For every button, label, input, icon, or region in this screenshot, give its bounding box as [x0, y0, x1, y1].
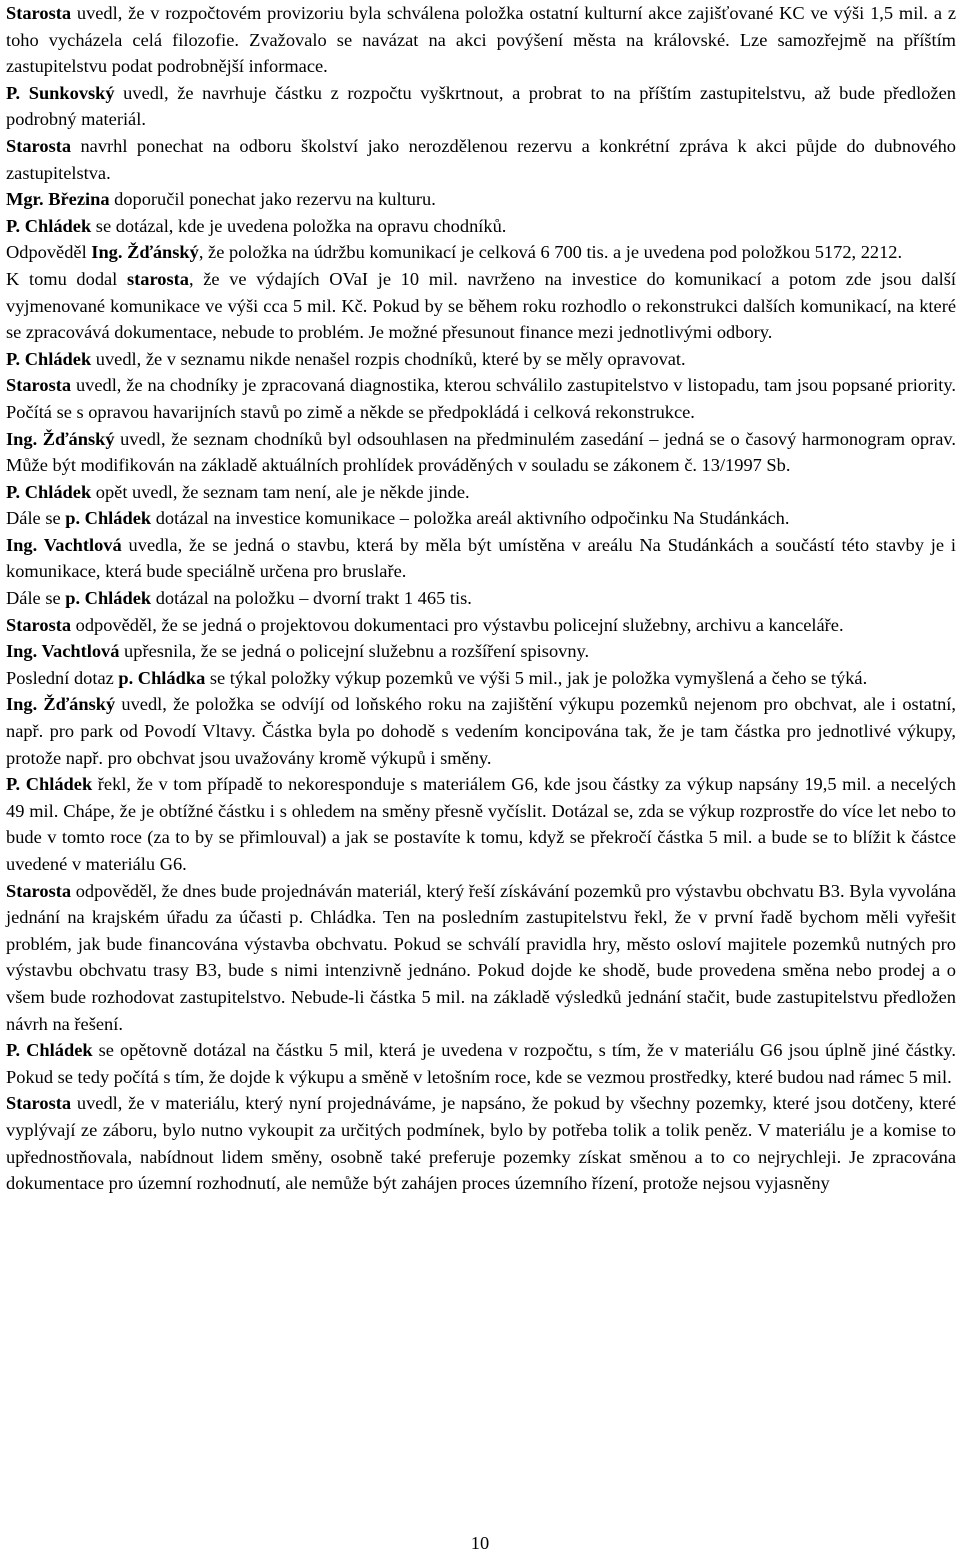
paragraph-text: opět uvedl, že seznam tam není, ale je někde jinde. — [91, 481, 470, 502]
speaker-name: Starosta — [6, 3, 72, 23]
speaker-name: P. Chládek — [6, 481, 92, 502]
speaker-name: P. Sunkovský — [6, 82, 115, 103]
paragraph-text: upřesnila, že se jedná o policejní služebnu a rozšíření spisovny. — [119, 641, 590, 662]
speaker-name: p. Chládek — [65, 588, 152, 609]
paragraph — [6, 638, 956, 665]
speaker-name: P. Chládek — [6, 348, 92, 369]
paragraph-text: doporučil ponechat jako rezervu na kulturu. — [109, 189, 436, 210]
speaker-name: Starosta — [6, 1093, 72, 1114]
paragraph-prefix: Dále se — [6, 588, 66, 609]
speaker-name: p. Chládka — [118, 667, 206, 688]
paragraph — [6, 0, 956, 80]
paragraph — [6, 612, 956, 639]
speaker-name: Starosta — [6, 880, 72, 901]
speaker-name: P. Chládek — [6, 1040, 93, 1061]
paragraph — [6, 372, 956, 425]
paragraph — [6, 505, 956, 532]
paragraph-text: se týkal položky výkup pozemků ve výši 5 mil., jak je položka vymyšlená a čeho se týká. — [205, 667, 868, 688]
paragraph-text: dotázal na položku – dvorní trakt 1 465 tis. — [151, 588, 472, 609]
paragraph-text: dotázal na investice komunikace – položka areál aktivního odpočinku Na Studánkách. — [151, 508, 790, 529]
paragraph-text: řekl, že v tom případě to nekoresponduje s materiálem G6, kde jsou částky za výkup napsány 19,5 mil. a necelých 49 mil. Chápe, že je obtížné částku i s ohledem na směny přesně vyčíslit. Dotázal se, zda se výkup rozprostře do více let nebo to bude v tomto roce (za to by se přimlouval) a jak se postavíte k tomu, když se překročí částka 5 mil. a bude se to blížit k částce uvedené v materiálu G6. — [6, 774, 956, 874]
paragraph-text: uvedl, že navrhuje částku z rozpočtu vyškrtnout, a probrat to na příštím zastupitelstvu, až bude předložen podrobný materiál. — [6, 82, 956, 130]
paragraph-text: se dotázal, kde je uvedena položka na opravu chodníků. — [91, 215, 507, 236]
paragraph-prefix: Poslední dotaz — [6, 667, 119, 688]
paragraph — [6, 585, 956, 612]
paragraph — [6, 479, 956, 506]
speaker-name: Starosta — [6, 135, 72, 156]
paragraph-prefix: Odpověděl — [6, 242, 92, 263]
paragraph-text: navrhl ponechat na odboru školství jako nerozdělenou rezervu a konkrétní zpráva k akci půjde do dubnového zastupitelstva. — [6, 135, 956, 183]
paragraph — [6, 1037, 956, 1090]
paragraph — [6, 1090, 956, 1196]
paragraph-text: uvedla, že se jedná o stavbu, která by měla být umístěna v areálu Na Studánkách a součástí této stavby je i komunikace, která bude speciálně určena pro bruslaře. — [6, 534, 956, 582]
speaker-name: P. Chládek — [6, 215, 92, 236]
paragraph — [6, 346, 956, 373]
speaker-name: Ing. Žďánský — [6, 694, 116, 715]
paragraph-text: , že položka na údržbu komunikací je celková 6 700 tis. a je uvedena pod položkou 5172, 2212. — [198, 242, 903, 263]
paragraph-prefix: K tomu dodal — [6, 268, 127, 289]
document-page — [6, 0, 956, 1197]
paragraph-text: uvedl, že v seznamu nikde nenašel rozpis chodníků, které by se měly opravovat. — [91, 348, 686, 369]
paragraph — [6, 426, 956, 479]
paragraph-text: odpověděl, že dnes bude projednáván materiál, který řeší získávání pozemků pro výstavbu obchvatu B3. Byla vyvolána jednání na krajském úřadu za účasti p. Chládka. Ten na posledním zastupitelstvu řekl, že v první řadě bychom měli vyřešit problém, jak bude financována výstavba obchvatu. Pokud se schválí pravidla hry, město osloví majitele pozemků nutných pro výstavbu obchvatu trasy B3, bude s nimi intenzivně jednáno. Pokud dojde ke shodě, bude provedena směna nebo prodej a o všem bude rozhodovat zastupitelstvo. Nebude-li částka 5 mil. na základě výsledků jednání stačit, bude zastupitelstvu předložen návrh na řešení. — [6, 880, 956, 1034]
speaker-name: p. Chládek — [65, 508, 152, 529]
paragraph — [6, 665, 956, 692]
paragraph — [6, 532, 956, 585]
paragraph-text: uvedl, že seznam chodníků byl odsouhlasen na předminulém zasedání – jedná se o časový harmonogram oprav. Může být modifikován na základě aktuálních prohlídek prováděných v souladu se zákonem č. 13/1997 Sb. — [6, 428, 956, 476]
paragraph — [6, 133, 956, 186]
speaker-name: Starosta — [6, 614, 72, 635]
paragraph — [6, 186, 956, 213]
speaker-name: Ing. Vachtlová — [6, 641, 120, 662]
speaker-name: Ing. Žďánský — [91, 242, 199, 263]
paragraph-text: uvedl, že v materiálu, který nyní projednáváme, je napsáno, že pokud by všechny pozemky, které jsou dotčeny, které vyplývají ze záboru, bylo nutno vykoupit za určitých podmínek, bylo by potřeba tolik a tolik peněz. V materiálu je a komise to upřednostňovala, nabídnout lidem směny, osobně také preferuje pozemky získat směnou a to co nejrychleji. Je zpracována dokumentace pro územní rozhodnutí, ale nemůže být zahájen proces územního řízení, protože nejsou vyjasněny — [6, 1093, 956, 1194]
speaker-name: starosta — [126, 268, 189, 289]
paragraph-text: se opětovně dotázal na částku 5 mil, která je uvedena v rozpočtu, s tím, že v materiálu G6 jsou úplně jiné částky. Pokud se tedy počítá s tím, že dojde k výkupu a směně v letošním roce, kde se vezmou prostředky, které budou nad rámec 5 mil. — [6, 1040, 956, 1087]
speaker-name: P. Chládek — [6, 774, 93, 795]
paragraph — [6, 878, 956, 1038]
speaker-name: Mgr. Březina — [6, 189, 110, 210]
paragraph-text: uvedl, že v rozpočtovém provizoriu byla schválena položka ostatní kulturní akce zajišťované KC ve výši 1,5 mil. a z toho vycházela celá filozofie. Zvažovalo se navázat na akci povýšení města na královské. Lze samozřejmě na příštím zastupitelstvu podat podrobnější informace. — [6, 3, 956, 77]
page-number: 10 — [470, 1533, 490, 1553]
paragraph-text: uvedl, že položka se odvíjí od loňského roku na zajištění výkupu pozemků nejenom pro obchvat, ale i ostatní, např. pro park od Povodí Vltavy. Částka byla po dohodě s vedením koncipována tak, že je tam částka pro jednotlivé výkupy, protože např. pro obchvat jsou uvažovány kromě výkupů i směny. — [6, 694, 956, 768]
speaker-name: Ing. Vachtlová — [6, 534, 122, 555]
paragraph — [6, 239, 956, 266]
speaker-name: Starosta — [6, 375, 72, 396]
paragraph — [6, 691, 956, 771]
speaker-name: Ing. Žďánský — [6, 428, 115, 449]
paragraph — [6, 80, 956, 133]
paragraph — [6, 213, 956, 240]
paragraph — [6, 266, 956, 346]
paragraph-prefix: Dále se — [6, 508, 66, 529]
paragraph — [6, 771, 956, 877]
paragraph-text: , že ve výdajích OVaI je 10 mil. navrženo na investice do komunikací a potom zde jsou další vyjmenované komunikace ve výši cca 5 mil. Kč. Pokud by se během roku rozhodlo o rekonstrukci dalších komunikací, na které se zpracovává dokumentace, nebude to problém. Je možné přesunout finance mezi jednotlivými odbory. — [6, 268, 956, 343]
paragraph-text: uvedl, že na chodníky je zpracovaná diagnostika, kterou schválilo zastupitelstvo v listopadu, tam jsou popsané priority. Počítá se s opravou havarijních stavů po zimě a někde se předpokládá i celková rekonstrukce. — [6, 375, 956, 422]
paragraph-text: odpověděl, že se jedná o projektovou dokumentaci pro výstavbu policejní služebny, archivu a kanceláře. — [71, 614, 844, 635]
